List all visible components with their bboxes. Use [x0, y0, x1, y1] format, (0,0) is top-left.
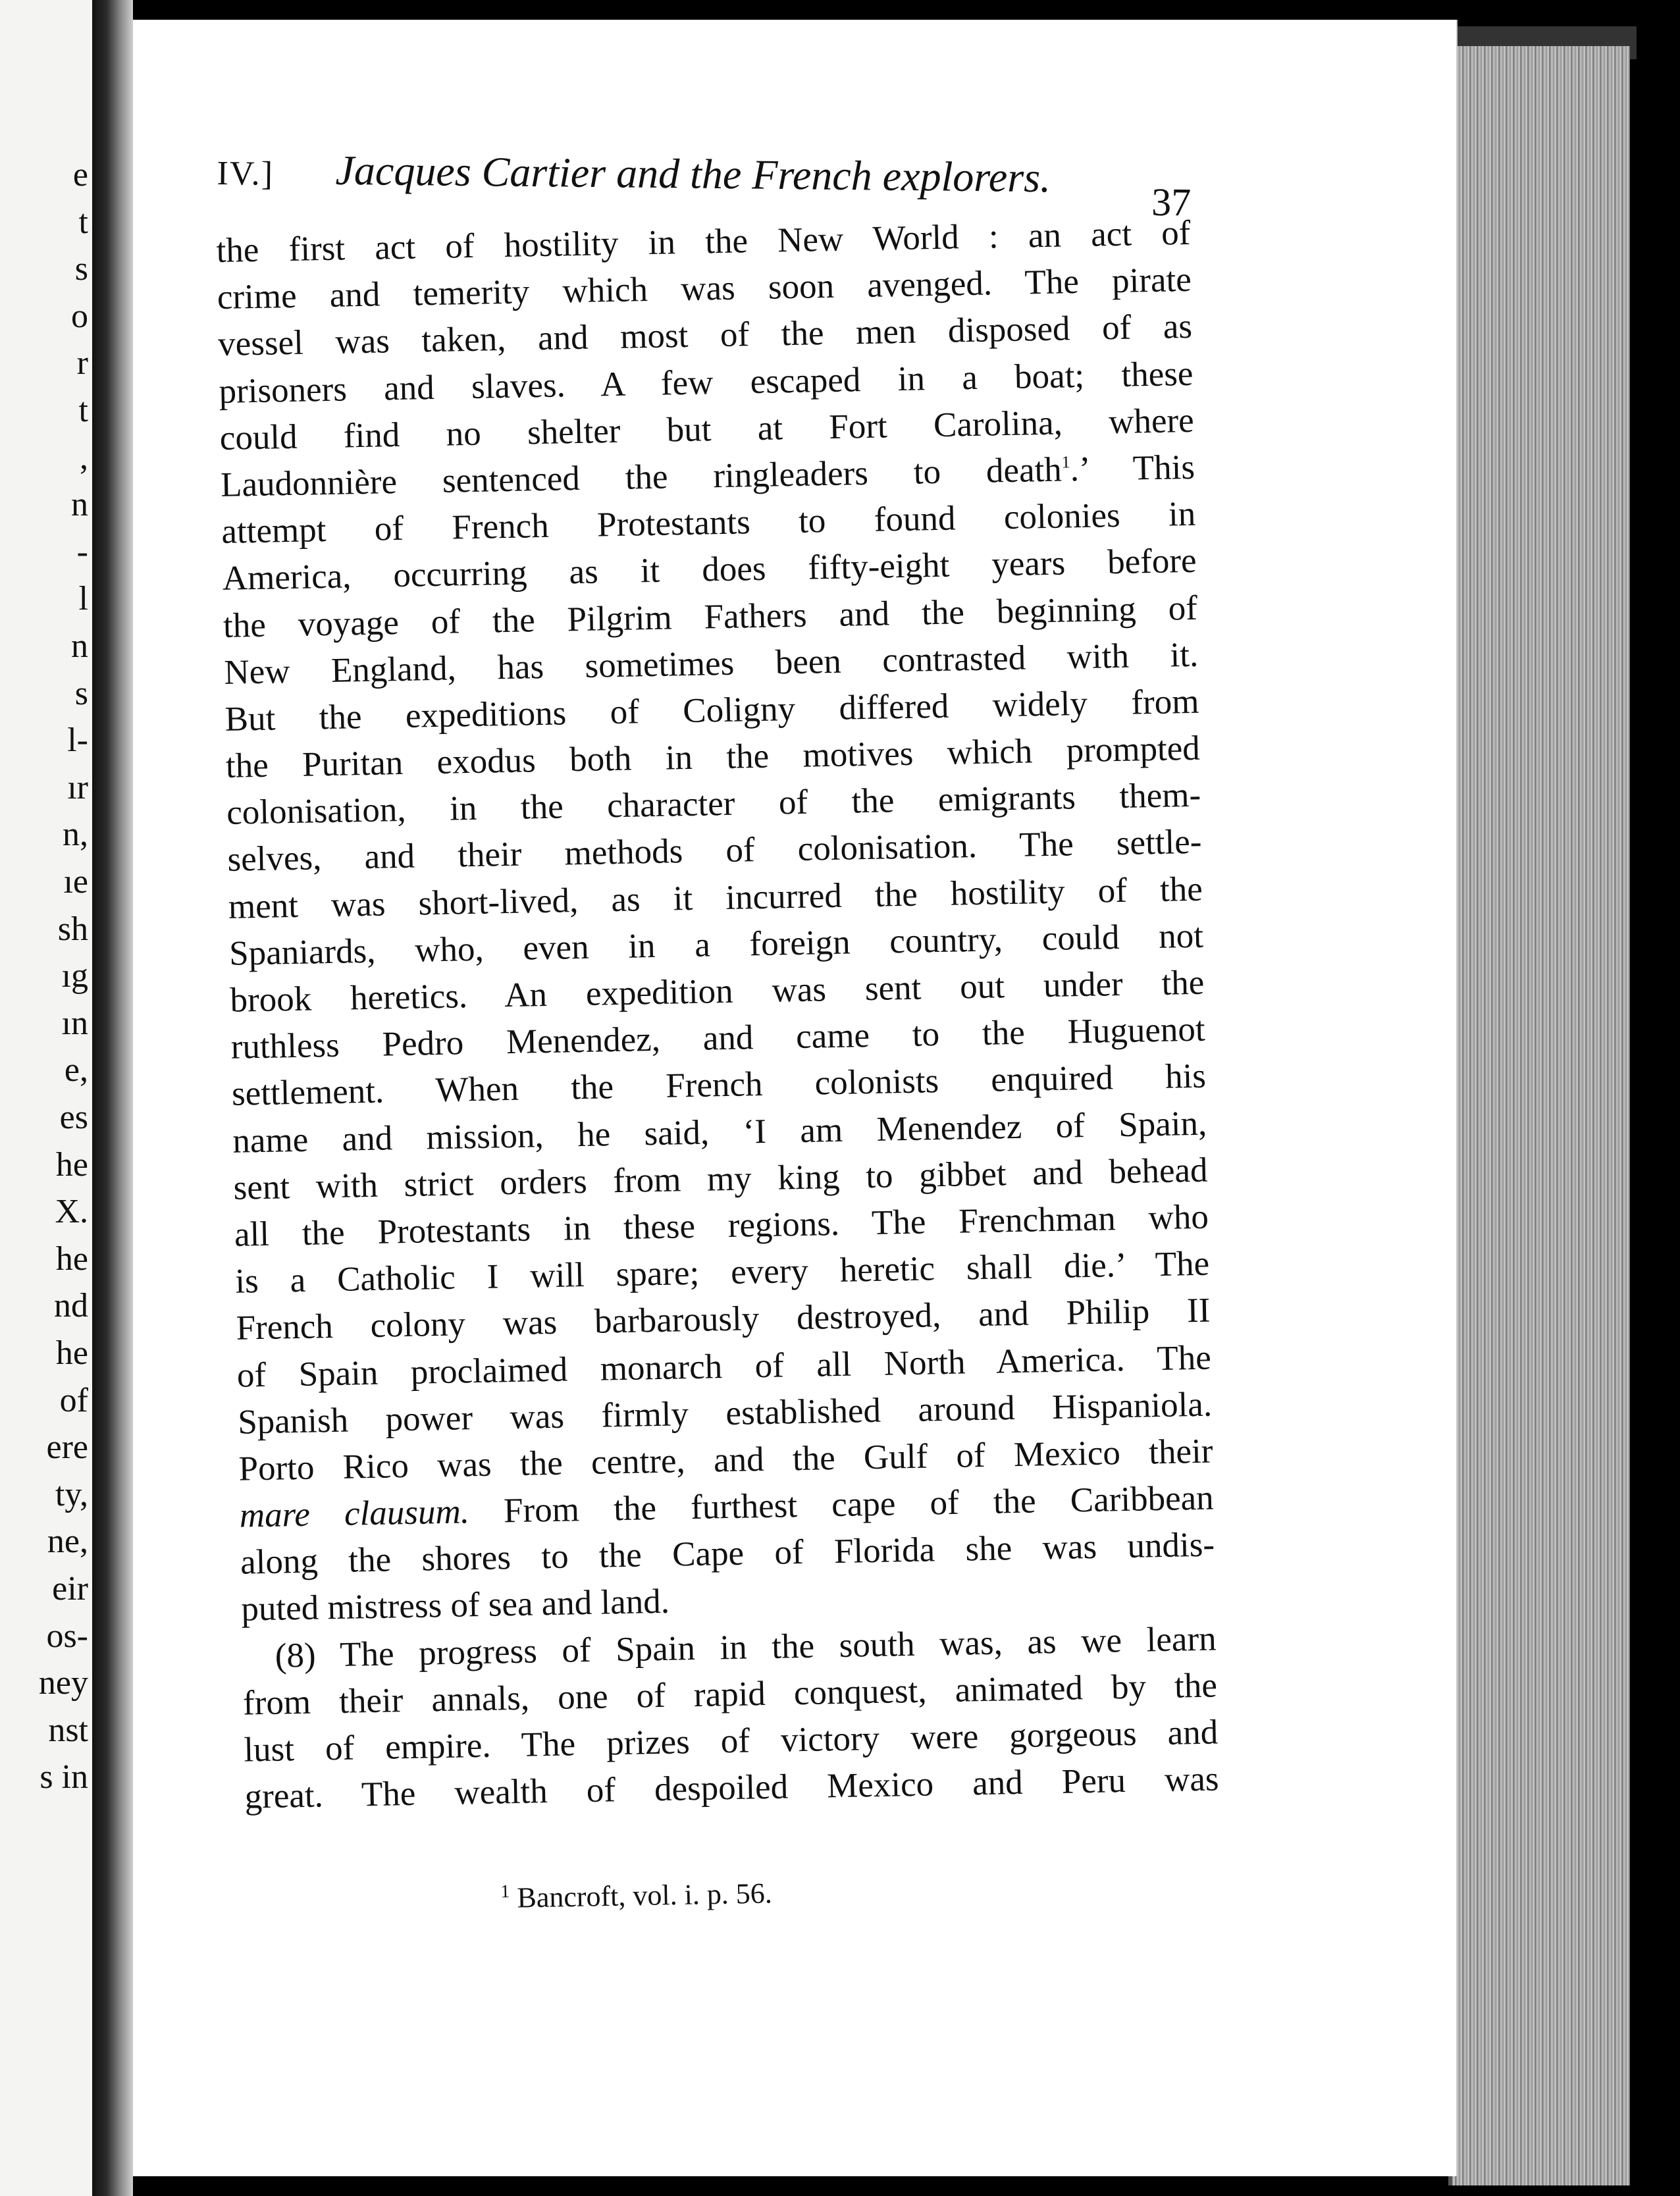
left-page-fragment: ,: [80, 438, 88, 477]
text-line: the voyage of the Pilgrim Fathers and the beginning of: [223, 588, 1198, 645]
left-page-fragment: ty,: [55, 1475, 88, 1513]
left-page-fragment: sh: [57, 910, 88, 948]
text-line: selves, and their methods of colonisation. The settle-: [227, 823, 1202, 879]
left-page-fragment: r: [76, 344, 88, 382]
book-gutter: [92, 0, 133, 2196]
left-page-fragment: ır: [67, 768, 88, 806]
running-title: Jacques Cartier and the French explorers.: [335, 146, 1051, 201]
left-page-fragment: -: [76, 533, 88, 571]
left-page-fragment: ere: [46, 1428, 88, 1467]
left-page-fragment: X.: [55, 1193, 88, 1231]
section-marker: IV.]: [217, 154, 275, 193]
page-edges: [1448, 46, 1630, 2185]
text-line: lust of empire. The prizes of victory were gorgeous and: [243, 1713, 1219, 1769]
left-page-fragment: he: [55, 1145, 88, 1184]
text-line: colonisation, in the character of the emigrants them-: [226, 775, 1201, 833]
left-page-fragment: nd: [54, 1287, 88, 1325]
text-line: Porto Rico was the centre, and the Gulf of Mexico their: [238, 1432, 1213, 1488]
text-line: New England, has sometimes been contrasted with it.: [223, 635, 1199, 692]
text-line: Spanish power was firmly established around Hispaniola.: [237, 1385, 1213, 1442]
text-line: America, occurring as it does fifty-eight years before: [222, 542, 1197, 598]
left-page-fragment: n: [71, 627, 88, 665]
left-page-fragment: s: [74, 250, 88, 288]
left-page-fragment: l: [78, 580, 88, 618]
text-line: the first act of hostility in the New World : an act of: [216, 213, 1191, 270]
left-page-fragment: nst: [48, 1711, 88, 1749]
text-line: along the shores to the Cape of Florida she was undis-: [240, 1525, 1215, 1582]
text-line: vessel was taken, and most of the men disposed of as: [217, 307, 1193, 364]
text-line: French colony was barbarously destroyed, and Philip II: [236, 1291, 1211, 1348]
running-header: [217, 145, 1205, 224]
text-line: But the expeditions of Coligny differed widely from: [224, 682, 1199, 739]
text-line: great. The wealth of despoiled Mexico and Peru was: [244, 1760, 1219, 1816]
left-page-fragment: e,: [64, 1051, 88, 1089]
left-page-edge: [0, 0, 92, 2196]
text-line: sent with strict orders from my king to gibbet and behead: [233, 1151, 1209, 1207]
footnote: [500, 1876, 772, 1915]
paragraph-start-line: (8) The progress of Spain in the south was, as we learn: [275, 1619, 1217, 1675]
text-line: from their annals, one of rapid conquest, animated by the: [242, 1666, 1218, 1723]
left-page-fragment: t: [78, 392, 88, 429]
left-page-fragment: ın: [61, 1004, 88, 1042]
footnote-marker: 1: [500, 1881, 510, 1902]
footnote-reference: 1: [1061, 452, 1070, 472]
left-page-fragment: l-: [67, 721, 88, 760]
text-line: puted mistress of sea and land.: [240, 1582, 670, 1629]
left-page-fragment: eir: [52, 1570, 88, 1608]
left-page-fragment: of: [59, 1381, 88, 1419]
text-segment: From the furthest cape of the Caribbean: [469, 1478, 1215, 1531]
text-line: settlement. When the French colonists enquired his: [231, 1057, 1207, 1114]
left-page-fragment: n,: [63, 816, 88, 854]
text-line: crime and temerity which was soon avenged. The pirate: [217, 261, 1192, 317]
text-line: is a Catholic I will spare; every heretic shall die.’ The: [234, 1244, 1210, 1301]
text-line: could find no shelter but at Fort Carolina, where: [219, 401, 1195, 458]
text-line: attempt of French Protestants to found colonies in: [221, 494, 1196, 552]
left-page-fragment: es: [59, 1099, 88, 1136]
left-page-fragment: t: [78, 203, 88, 241]
text-segment: Laudonnière sentenced the ringleaders to death: [220, 450, 1063, 504]
left-page-fragment: os-: [46, 1617, 88, 1655]
italic-phrase: mare clausum.: [239, 1492, 470, 1535]
text-segment: .’ This: [1070, 448, 1195, 489]
left-page-fragment: ney: [38, 1664, 88, 1702]
left-page-fragment: s: [74, 674, 88, 712]
left-page-fragment: o: [71, 297, 88, 335]
text-line: ruthless Pedro Menendez, and came to the Huguenot: [230, 1010, 1206, 1066]
text-line: prisoners and slaves. A few escaped in a boat; these: [219, 354, 1194, 411]
text-line: of Spain proclaimed monarch of all North America. The: [236, 1338, 1212, 1395]
text-line: ment was short-lived, as it incurred the hostility of the: [228, 870, 1203, 926]
text-line: brook heretics. An expedition was sent out under the: [229, 963, 1205, 1020]
body-text: [216, 210, 1219, 1821]
left-page-fragment: s in: [39, 1758, 88, 1796]
page-number: 37: [1151, 180, 1192, 224]
text-line: Spaniards, who, even in a foreign country, could not: [228, 916, 1204, 973]
footnote-text: Bancroft, vol. i. p. 56.: [517, 1877, 773, 1914]
left-page-fragment: ıe: [63, 863, 88, 901]
text-line: the Puritan exodus both in the motives which prompted: [225, 729, 1201, 785]
left-page-fragment: n: [71, 486, 88, 524]
left-page-fragment: ne,: [47, 1523, 88, 1561]
left-page-fragment: e: [72, 156, 88, 194]
left-page-fragment: he: [55, 1334, 88, 1372]
left-page-fragment: ıg: [61, 957, 88, 995]
left-page-fragment: he: [55, 1240, 88, 1278]
text-line: all the Protestants in these regions. The Frenchman who: [234, 1197, 1209, 1254]
text-line: name and mission, he said, ‘I am Menendez of Spain,: [232, 1104, 1207, 1161]
